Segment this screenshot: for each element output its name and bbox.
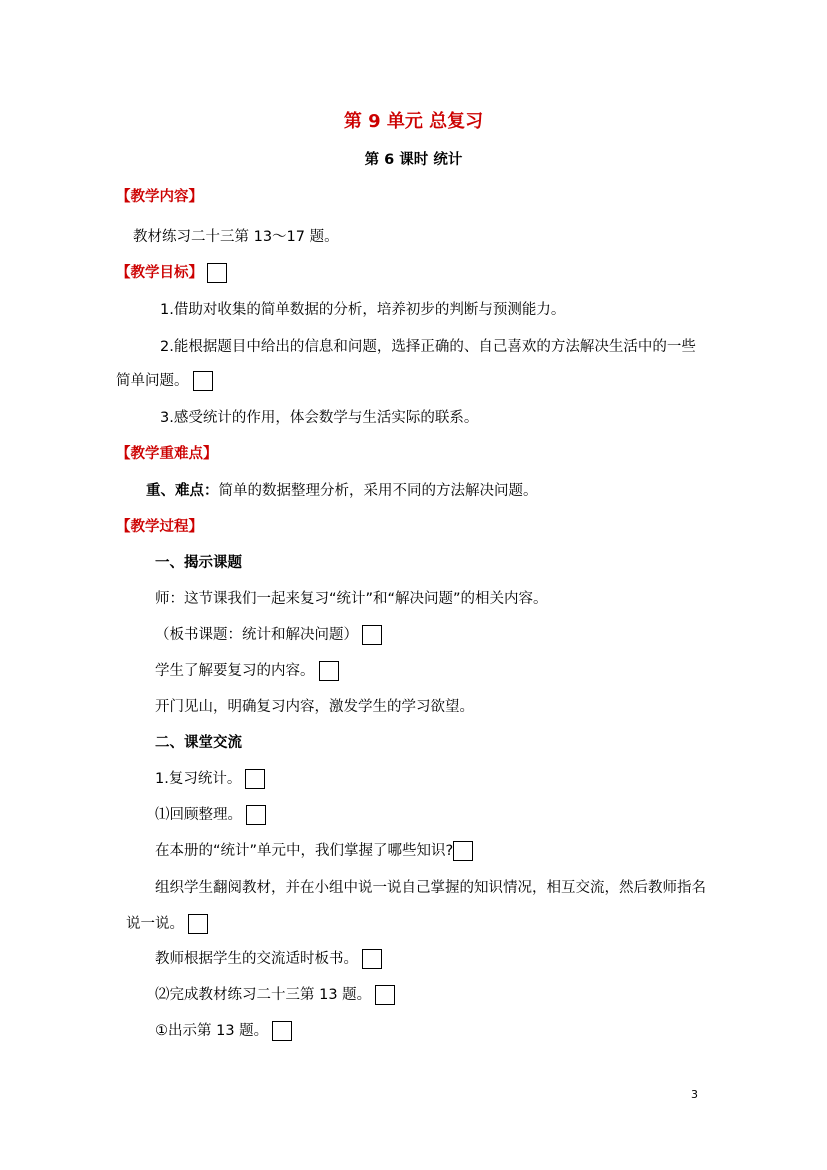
page-title: 第 9 单元 总复习 <box>343 111 484 132</box>
checkbox[interactable] <box>193 371 213 391</box>
keypoints-text: 简单的数据整理分析，采用不同的方法解决问题。 <box>218 483 538 499</box>
paragraph: 开门见山，明确复习内容，激发学生的学习欲望。 <box>155 699 474 715</box>
paragraph: 教师根据学生的交流适时板书。 <box>155 951 358 967</box>
paragraph-row <box>155 841 473 861</box>
paragraph: ①出示第 13 题。 <box>155 1023 269 1039</box>
content-text: 教材练习二十三第 13～17 题。 <box>133 229 339 245</box>
page-number: 3 <box>691 1088 698 1101</box>
checkbox[interactable] <box>245 769 265 789</box>
paragraph: 组织学生翻阅教材，并在小组中说一说自己掌握的知识情况，相互交流，然后教师指名 <box>155 880 706 896</box>
paragraph-row <box>155 769 265 789</box>
paragraph: 1.复习统计。 <box>155 771 242 787</box>
checkbox[interactable] <box>453 841 473 861</box>
keypoints-row <box>146 481 538 501</box>
goal-item-2-text: 简单问题。 <box>116 373 189 389</box>
paragraph-row <box>155 625 382 645</box>
section-heading-content: 【教学内容】 <box>116 189 203 205</box>
checkbox[interactable] <box>362 949 382 969</box>
section-heading-goals: 【教学目标】 <box>116 265 203 281</box>
checkbox[interactable] <box>375 985 395 1005</box>
section-heading-process: 【教学过程】 <box>116 519 203 535</box>
keypoints-label: 重、难点： <box>146 483 219 499</box>
paragraph-row <box>155 661 339 681</box>
paragraph: （板书课题：统计和解决问题） <box>155 627 358 643</box>
section-heading-keypoints: 【教学重难点】 <box>116 446 218 462</box>
paragraph-row <box>155 985 395 1005</box>
paragraph: 师：这节课我们一起来复习“统计”和“解决问题”的相关内容。 <box>155 591 548 607</box>
part1-heading: 一、揭示课题 <box>155 555 242 571</box>
goal-item-2: 2.能根据题目中给出的信息和问题，选择正确的、自己喜欢的方法解决生活中的一些 <box>160 339 696 355</box>
lesson-subtitle: 第 6 课时 统计 <box>364 152 463 168</box>
paragraph: 说一说。 <box>126 916 184 932</box>
goal-item-3: 3.感受统计的作用，体会数学与生活实际的联系。 <box>160 410 479 426</box>
checkbox[interactable] <box>319 661 339 681</box>
checkbox[interactable] <box>207 263 227 283</box>
paragraph: 学生了解要复习的内容。 <box>155 663 315 679</box>
paragraph-row <box>155 1021 292 1041</box>
part2-heading: 二、课堂交流 <box>155 735 242 751</box>
goal-item-1: 1.借助对收集的简单数据的分析，培养初步的判断与预测能力。 <box>160 302 566 318</box>
goal-item-2-cont <box>116 371 213 391</box>
paragraph: 在本册的“统计”单元中，我们掌握了哪些知识? <box>155 843 454 859</box>
checkbox[interactable] <box>246 805 266 825</box>
paragraph-row <box>155 949 382 969</box>
paragraph-row <box>126 914 208 934</box>
paragraph: ⑵完成教材练习二十三第 13 题。 <box>155 987 372 1003</box>
checkbox[interactable] <box>362 625 382 645</box>
paragraph: ⑴回顾整理。 <box>155 807 242 823</box>
paragraph-row <box>155 805 266 825</box>
checkbox[interactable] <box>188 914 208 934</box>
checkbox[interactable] <box>272 1021 292 1041</box>
goals-heading-row <box>116 263 227 283</box>
